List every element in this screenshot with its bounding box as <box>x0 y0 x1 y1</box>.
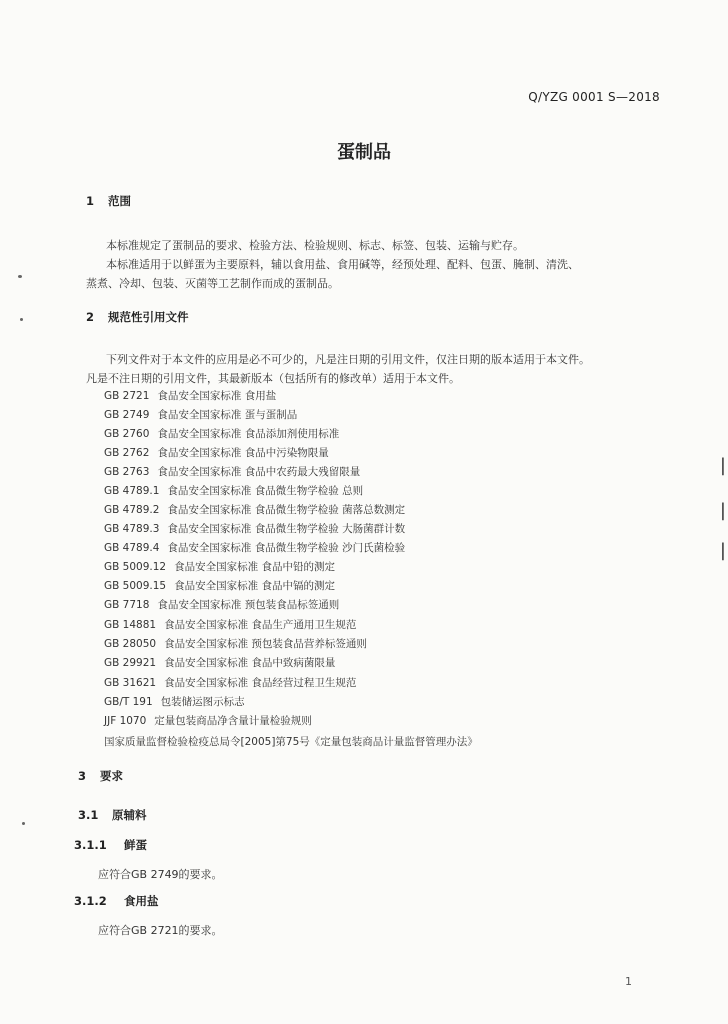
subsection-3-1-heading <box>78 807 147 823</box>
reference-item <box>104 636 367 651</box>
reference-title: 食品安全国家标准 食品中镉的测定 <box>174 580 335 592</box>
reference-code: GB 14881 <box>104 619 157 631</box>
reference-title: 食品安全国家标准 食用盐 <box>157 390 277 402</box>
reference-title: 食品安全国家标准 食品中铅的测定 <box>174 561 335 573</box>
subsection-title: 原辅料 <box>112 808 147 822</box>
reference-item <box>104 617 356 632</box>
reference-code: GB 7718 <box>104 599 150 611</box>
reference-item <box>104 426 339 441</box>
reference-title: 食品安全国家标准 食品中农药最大残留限量 <box>157 466 361 478</box>
scope-paragraph-2-line-1: 本标准适用于以鲜蛋为主要原料，辅以食用盐、食用碱等，经预处理、配料、包蛋、腌制、清洗、 <box>106 258 579 271</box>
reference-code: GB 2760 <box>104 428 150 440</box>
reference-title: 食品安全国家标准 预包装食品营养标签通则 <box>164 638 367 650</box>
section-title: 规范性引用文件 <box>108 310 189 324</box>
reference-code: GB 4789.3 <box>104 523 160 535</box>
reference-title: 食品安全国家标准 食品微生物学检验 大肠菌群计数 <box>167 523 406 535</box>
scan-speck <box>22 822 25 825</box>
reference-code: GB 5009.15 <box>104 580 167 592</box>
subsection-number: 3.1 <box>78 808 99 822</box>
reference-item <box>104 445 329 460</box>
reference-item <box>104 713 312 728</box>
reference-item <box>104 502 405 517</box>
reference-item <box>104 559 335 574</box>
reference-title: 包装储运图示标志 <box>160 696 245 708</box>
reference-item <box>104 388 276 403</box>
reference-item <box>104 483 363 498</box>
reference-code: GB 2762 <box>104 447 150 459</box>
scan-edge-mark: | <box>719 455 726 476</box>
section-number: 2 <box>86 310 95 324</box>
reference-item <box>104 578 335 593</box>
reference-code: GB 4789.2 <box>104 504 160 516</box>
page-title: 蛋制品 <box>337 142 391 163</box>
reference-item <box>104 694 245 709</box>
reference-code: GB 2763 <box>104 466 150 478</box>
section-1-heading <box>86 193 131 209</box>
reference-item <box>104 597 339 612</box>
reference-code: JJF 1070 <box>104 715 147 727</box>
section-number: 1 <box>86 194 95 208</box>
section-title: 要求 <box>100 769 124 783</box>
reference-title: 食品安全国家标准 食品添加剂使用标准 <box>157 428 340 440</box>
normative-intro-line-1: 下列文件对于本文件的应用是必不可少的，凡是注日期的引用文件，仅注日期的版本适用于本文件。 <box>106 353 590 366</box>
document-code: Q/YZG 0001 S—2018 <box>528 90 660 104</box>
subsection-title: 食用盐 <box>124 894 159 908</box>
subsection-number: 3.1.2 <box>74 894 107 908</box>
section-3-heading <box>78 768 123 784</box>
fresh-egg-requirement: 应符合GB 2749的要求。 <box>98 868 223 881</box>
reference-item <box>104 521 405 536</box>
reference-title: 食品安全国家标准 食品生产通用卫生规范 <box>164 619 357 631</box>
scope-paragraph-2-line-2: 蒸煮、冷却、包装、灭菌等工艺制作而成的蛋制品。 <box>86 277 339 290</box>
reference-item <box>104 675 356 690</box>
section-title: 范围 <box>108 194 132 208</box>
edible-salt-requirement: 应符合GB 2721的要求。 <box>98 924 223 937</box>
reference-title: 食品安全国家标准 预包装食品标签通则 <box>157 599 340 611</box>
reference-code: GB 4789.1 <box>104 485 160 497</box>
reference-title: 食品安全国家标准 食品中污染物限量 <box>157 447 329 459</box>
section-2-heading <box>86 309 189 325</box>
reference-code: GB 29921 <box>104 657 157 669</box>
page-number: 1 <box>625 975 632 988</box>
subsection-number: 3.1.1 <box>74 838 107 852</box>
scope-paragraph-1: 本标准规定了蛋制品的要求、检验方法、检验规则、标志、标签、包装、运输与贮存。 <box>106 239 524 252</box>
reference-item <box>104 407 297 422</box>
subsection-3-1-2-heading <box>74 893 159 909</box>
reference-code: GB 31621 <box>104 677 157 689</box>
reference-code: GB 4789.4 <box>104 542 160 554</box>
scan-edge-mark: | <box>719 540 726 561</box>
reference-title: 食品安全国家标准 食品微生物学检验 沙门氏菌检验 <box>167 542 406 554</box>
reference-code: GB 2749 <box>104 409 150 421</box>
subsection-3-1-1-heading <box>74 837 147 853</box>
reference-title: 食品安全国家标准 食品中致病菌限量 <box>164 657 336 669</box>
reference-title: 定量包装商品净含量计量检验规则 <box>154 715 312 727</box>
scan-speck <box>18 275 22 278</box>
subsection-title: 鲜蛋 <box>124 838 148 852</box>
reference-code: GB 2721 <box>104 390 150 402</box>
reference-title: 食品安全国家标准 食品微生物学检验 菌落总数测定 <box>167 504 406 516</box>
reference-item <box>104 655 335 670</box>
reference-item <box>104 540 405 555</box>
section-number: 3 <box>78 769 87 783</box>
scan-edge-mark: | <box>719 500 726 521</box>
reference-title: 食品安全国家标准 食品微生物学检验 总则 <box>167 485 364 497</box>
reference-code: GB 28050 <box>104 638 157 650</box>
normative-intro-line-2: 凡是不注日期的引用文件，其最新版本（包括所有的修改单）适用于本文件。 <box>86 372 460 385</box>
reference-title: 食品安全国家标准 蛋与蛋制品 <box>157 409 298 421</box>
reference-code: GB 5009.12 <box>104 561 167 573</box>
reference-item <box>104 464 360 479</box>
reference-decree: 国家质量监督检验检疫总局令[2005]第75号《定量包装商品计量监督管理办法》 <box>104 736 478 748</box>
reference-title: 食品安全国家标准 食品经营过程卫生规范 <box>164 677 357 689</box>
scan-speck <box>20 318 23 321</box>
reference-code: GB/T 191 <box>104 696 153 708</box>
